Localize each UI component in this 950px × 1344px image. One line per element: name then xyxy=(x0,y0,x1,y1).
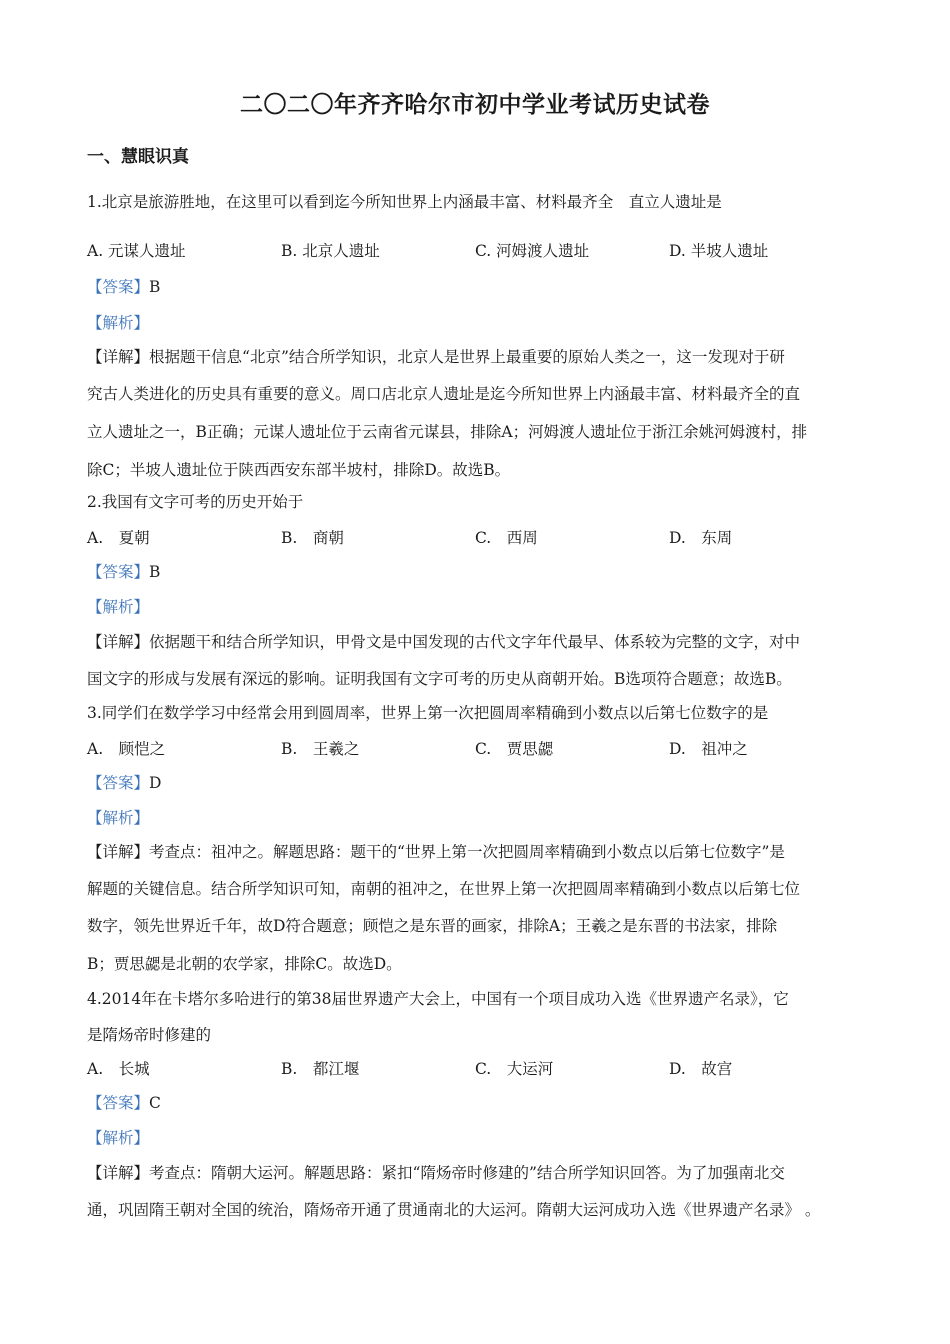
answer-label: 【答案】 xyxy=(87,774,150,792)
question-4-option-d: D. 故宫 xyxy=(669,1060,733,1078)
question-3-option-a: A. 顾恺之 xyxy=(87,740,166,758)
analysis-label: 【解析】 xyxy=(87,1129,150,1147)
question-2-option-a: A. 夏朝 xyxy=(87,529,150,547)
question-4-option-a: A. 长城 xyxy=(87,1060,150,1078)
question-2-detail-line xyxy=(87,630,800,652)
page-title: 二〇二〇年齐齐哈尔市初中学业考试历史试卷 xyxy=(240,92,710,118)
question-4-detail-line: 通，巩固隋王朝对全国的统治，隋炀帝开通了贯通南北的大运河。隋朝大运河成功入选《世界遗产名录》 。 xyxy=(87,1201,821,1219)
question-4-stem: 4.2014年在卡塔尔多哈进行的第38届世界遗产大会上，中国有一个项目成功入选《世界遗产名录》，它 xyxy=(87,990,789,1008)
question-3-detail-line xyxy=(87,840,785,862)
question-3-detail-line: 解题的关键信息。结合所学知识可知，南朝的祖冲之，在世界上第一次把圆周率精确到小数点以后第七位 xyxy=(87,880,801,898)
analysis-label: 【解析】 xyxy=(87,809,150,827)
answer-label: 【答案】 xyxy=(87,563,150,581)
question-4-answer xyxy=(87,1091,161,1113)
analysis-label: 【解析】 xyxy=(87,314,150,332)
question-1-detail-line xyxy=(87,345,785,367)
question-3-stem: 3.同学们在数学学习中经常会用到圆周率，世界上第一次把圆周率精确到小数点以后第七位数字的是 xyxy=(87,704,769,722)
question-3-answer xyxy=(87,771,161,793)
question-4-option-c: C. 大运河 xyxy=(475,1060,554,1078)
question-2-analysis xyxy=(87,595,149,617)
detail-text: 根据题干信息“北京”结合所学知识，北京人是世界上最重要的原始人类之一，这一发现对于研 xyxy=(149,348,785,366)
detail-label: 【详解】 xyxy=(87,1164,150,1182)
question-1-option-b: B. 北京人遗址 xyxy=(281,242,380,260)
answer-label: 【答案】 xyxy=(87,278,150,296)
answer-label: 【答案】 xyxy=(87,1094,150,1112)
detail-label: 【详解】 xyxy=(87,843,150,861)
question-1-detail-line: 立人遗址之一，B正确；元谋人遗址位于云南省元谋县，排除A；河姆渡人遗址位于浙江余姚河姆渡村，排 xyxy=(87,423,808,441)
detail-label: 【详解】 xyxy=(87,348,150,366)
question-1-option-a: A. 元谋人遗址 xyxy=(87,242,186,260)
question-3-detail-line: B；贾思勰是北朝的农学家，排除C。故选D。 xyxy=(87,955,402,973)
question-2-stem: 2.我国有文字可考的历史开始于 xyxy=(87,493,304,511)
question-1-stem: 1.北京是旅游胜地，在这里可以看到迄今所知世界上内涵最丰富、材料最齐全 直立人遗址是 xyxy=(87,193,722,211)
section-heading: 一、慧眼识真 xyxy=(87,147,189,167)
question-3-analysis xyxy=(87,806,149,828)
answer-value: C xyxy=(149,1094,161,1112)
question-2-option-d: D. 东周 xyxy=(669,529,733,547)
question-2-option-c: C. 西周 xyxy=(475,529,538,547)
question-4-detail-line xyxy=(87,1161,785,1183)
question-1-detail-line: 除C；半坡人遗址位于陕西西安东部半坡村，排除D。故选B。 xyxy=(87,461,511,479)
analysis-label: 【解析】 xyxy=(87,598,150,616)
question-4-option-b: B. 都江堰 xyxy=(281,1060,360,1078)
question-2-answer xyxy=(87,560,160,582)
detail-text: 考查点：隋朝大运河。解题思路：紧扣“隋炀帝时修建的”结合所学知识回答。为了加强南北交 xyxy=(149,1164,785,1182)
question-3-option-d: D. 祖冲之 xyxy=(669,740,748,758)
answer-value: B xyxy=(149,563,161,581)
question-1-option-c: C. 河姆渡人遗址 xyxy=(475,242,590,260)
question-4-stem: 是隋炀帝时修建的 xyxy=(87,1026,212,1044)
detail-label: 【详解】 xyxy=(87,633,150,651)
question-1-detail-line: 究古人类进化的历史具有重要的意义。周口店北京人遗址是迄今所知世界上内涵最丰富、材料最齐全的直 xyxy=(87,385,801,403)
question-3-option-c: C. 贾思勰 xyxy=(475,740,554,758)
question-3-option-b: B. 王羲之 xyxy=(281,740,360,758)
question-1-answer xyxy=(87,275,160,297)
question-2-detail-line: 国文字的形成与发展有深远的影响。证明我国有文字可考的历史从商朝开始。B选项符合题意；故选B。 xyxy=(87,670,792,688)
detail-text: 考查点：祖冲之。解题思路：题干的“世界上第一次把圆周率精确到小数点以后第七位数字”是 xyxy=(149,843,785,861)
answer-value: D xyxy=(149,774,162,792)
answer-value: B xyxy=(149,278,161,296)
question-4-analysis xyxy=(87,1126,149,1148)
detail-text: 依据题干和结合所学知识，甲骨文是中国发现的古代文字年代最早、体系较为完整的文字，对中 xyxy=(149,633,801,651)
question-1-analysis xyxy=(87,311,149,333)
question-2-option-b: B. 商朝 xyxy=(281,529,344,547)
question-3-detail-line: 数字，领先世界近千年，故D符合题意；顾恺之是东晋的画家，排除A；王羲之是东晋的书法家，排除 xyxy=(87,917,778,935)
question-1-option-d: D. 半坡人遗址 xyxy=(669,242,769,260)
